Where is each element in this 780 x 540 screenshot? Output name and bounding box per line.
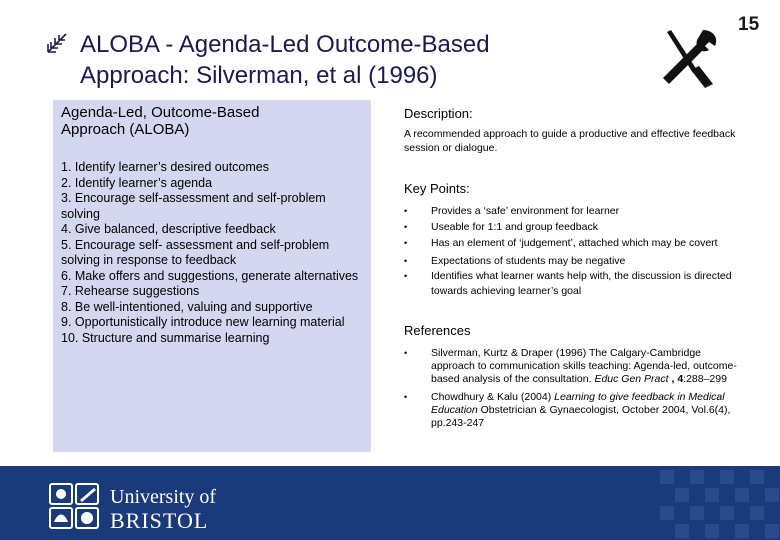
reference-journal: Educ Gen Pract	[594, 372, 669, 385]
title-line-2: Approach: Silverman, et al (1996)	[80, 62, 438, 89]
step-item: 3. Encourage self-assessment and self-problem solving	[61, 191, 326, 221]
key-points-list	[404, 203, 744, 299]
step-item: 5. Encourage self- assessment and self-problem solving in response to feedback	[61, 237, 330, 267]
step-item: 9. Opportunistically introduce new learning material	[61, 315, 345, 329]
university-name-line-2: BRISTOL	[110, 508, 209, 533]
university-name-line-1: University of	[110, 486, 217, 508]
references-heading: References	[404, 322, 471, 338]
key-point-item: • Expectations of students may be negative	[404, 253, 744, 269]
reference-item	[404, 391, 744, 430]
university-crest-icon	[48, 482, 100, 530]
step-item: 1. Identify learner’s desired outcomes	[61, 160, 269, 174]
title-line-1: ALOBA - Agenda-Led Outcome-Based	[80, 31, 490, 58]
aloba-steps-panel	[53, 100, 371, 452]
reference-rest: Obstetrician & Gynaecologist, October 2004, Vol.6(4), pp.243-247	[431, 403, 731, 429]
key-point-item: • Has an element of ‘judgement’, attached which may be covert	[404, 236, 744, 251]
step-item: 8. Be well-intentioned, valuing and supportive	[61, 299, 313, 314]
tools-icon	[657, 26, 721, 90]
key-points-heading: Key Points:	[404, 181, 470, 196]
panel-heading-line-1: Agenda-Led, Outcome-Based	[61, 104, 260, 121]
references-list	[404, 347, 744, 430]
step-item: 10. Structure and summarise learning	[61, 330, 270, 345]
key-point-item: • Provides a ‘safe’ environment for learner	[404, 203, 744, 219]
reference-volume: , 4	[668, 372, 684, 385]
panel-heading-line-2: Approach (ALOBA)	[61, 121, 190, 138]
panel-heading	[61, 104, 363, 138]
description-text: A recommended approach to guide a productive and effective feedback session or dialogue.	[404, 128, 736, 154]
details-column	[404, 106, 744, 435]
slide-title	[80, 29, 640, 91]
reference-item	[404, 347, 744, 386]
key-point-item: • Useable for 1:1 and group feedback	[404, 219, 744, 235]
step-item: 4. Give balanced, descriptive feedback	[61, 222, 276, 236]
step-item: 2. Identify learner’s agenda	[61, 175, 213, 190]
slide-number: 15	[738, 14, 760, 35]
reference-pages: :288–299	[683, 372, 727, 385]
steps-list	[61, 160, 363, 346]
description-heading: Description:	[404, 106, 473, 121]
key-point-item: • Identifies what learner wants help with, the discussion is directed towards achieving learner’s goal	[404, 269, 744, 299]
step-item: 7. Rehearse suggestions	[61, 284, 200, 298]
reference-text: Silverman, Kurtz & Draper (1996) The Calgary-Cambridge approach to communication skills teaching: Agenda-led, outcome-based analysis of the consultation.	[431, 346, 737, 385]
reference-title: Learning to give feedback in Medical Education	[431, 390, 725, 416]
step-item: 6. Make offers and suggestions, generate alternatives	[61, 268, 359, 283]
reference-authors: Chowdhury & Kalu (2004)	[431, 390, 555, 403]
footer-pattern	[650, 466, 780, 540]
footer-bar	[0, 466, 780, 540]
stairs-icon	[46, 32, 68, 54]
